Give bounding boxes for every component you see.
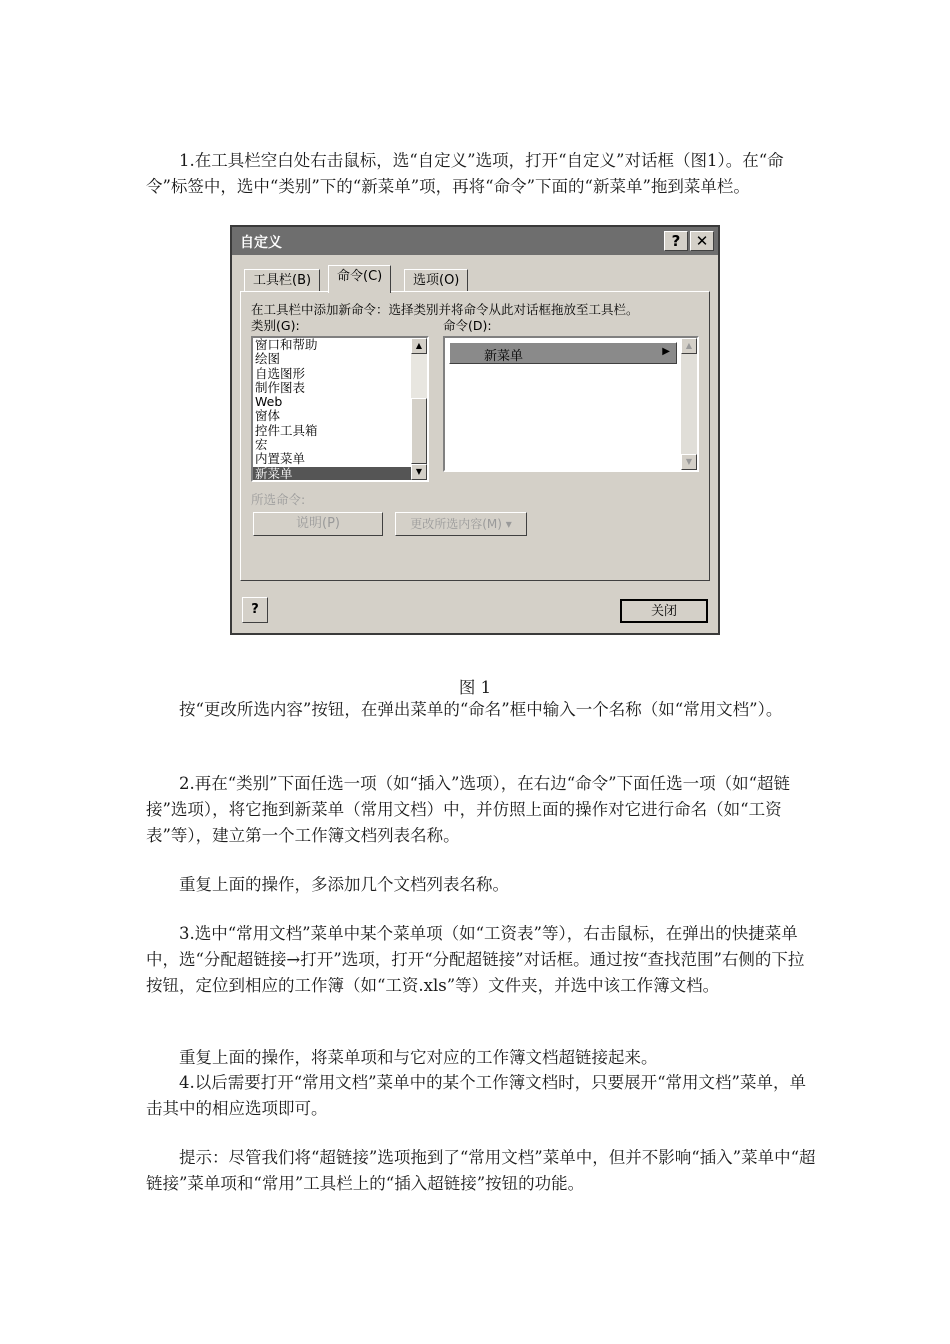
categories-listbox[interactable] <box>251 336 429 482</box>
close-button[interactable]: 关闭 <box>620 599 708 623</box>
tab-toolbars[interactable]: 工具栏(B) <box>244 269 320 292</box>
commands-label: 命令(D): <box>443 318 492 333</box>
command-item-new-menu[interactable] <box>449 342 677 364</box>
category-item[interactable]: 控件工具箱 <box>255 422 318 438</box>
selected-command-label: 所选命令: <box>251 492 306 507</box>
paragraph-1: 1.在工具栏空白处右击鼠标，选“自定义”选项，打开“自定义”对话框（图1）。在“命令”标签中，选中“类别”下的“新菜单”项，再将“命令”下面的“新菜单”拖到菜单栏。 <box>146 151 784 196</box>
paragraph-7: 4.以后需要打开“常用文档”菜单中的某个工作簿文档时，只要展开“常用文档”菜单，单击其中的相应选项即可。 <box>146 1073 806 1118</box>
paragraph-3: 2.再在“类别”下面任选一项（如“插入”选项），在右边“命令”下面任选一项（如“超链接”选项），将它拖到新菜单（常用文档）中，并仿照上面的操作对它进行命名（如“工资表”等），建立第一个工作簿文档列表名称。 <box>146 774 791 845</box>
scroll-up-icon[interactable]: ▲ <box>411 338 427 354</box>
scroll-up-icon[interactable]: ▲ <box>681 338 697 354</box>
category-item[interactable]: 内置菜单 <box>255 451 306 467</box>
paragraph-4: 重复上面的操作，多添加几个文档列表名称。 <box>146 875 509 894</box>
category-item[interactable]: 窗体 <box>255 408 281 424</box>
categories-scrollbar[interactable] <box>411 338 427 480</box>
submenu-arrow-icon: ▶ <box>662 346 670 357</box>
help-icon[interactable]: ? <box>664 231 688 251</box>
scroll-down-icon[interactable]: ▼ <box>411 464 427 480</box>
command-item-label: 新菜单 <box>484 349 524 364</box>
close-icon[interactable]: ✕ <box>690 231 714 251</box>
figure-caption: 图 1 <box>458 678 492 697</box>
categories-list <box>253 338 411 481</box>
modify-selection-button[interactable]: 更改所选内容(M) ▾ <box>395 512 527 536</box>
category-item[interactable]: 窗口和帮助 <box>255 337 318 352</box>
scroll-thumb[interactable] <box>411 398 427 464</box>
category-item[interactable]: Web <box>255 394 283 410</box>
description-button[interactable]: 说明(P) <box>253 512 383 536</box>
paragraph-8: 提示：尽管我们将“超链接”选项拖到了“常用文档”菜单中，但并不影响“插入”菜单中“超链接”菜单项和“常用”工具栏上的“插入超链接”按钮的功能。 <box>146 1148 816 1193</box>
commands-scrollbar[interactable] <box>681 338 697 470</box>
commands-panel <box>240 291 710 581</box>
category-item[interactable]: 自选图形 <box>255 365 306 381</box>
commands-listbox[interactable] <box>443 336 699 472</box>
category-item[interactable]: 宏 <box>255 437 268 453</box>
instruction-text: 在工具栏中添加新命令：选择类别并将命令从此对话框拖放至工具栏。 <box>251 302 639 317</box>
category-item[interactable]: 制作图表 <box>255 379 306 395</box>
dialog-title: 自定义 <box>240 235 282 251</box>
tab-commands[interactable]: 命令(C) <box>328 265 391 293</box>
paragraph-2: 按“更改所选内容”按钮，在弹出菜单的“命名”框中输入一个名称（如“常用文档”）。 <box>146 700 783 719</box>
category-item-selected[interactable]: 新菜单 <box>253 467 411 481</box>
scroll-down-icon[interactable]: ▼ <box>681 454 697 470</box>
help-button-icon[interactable]: ? <box>242 597 268 623</box>
tab-options[interactable]: 选项(O) <box>404 269 468 292</box>
dialog-titlebar <box>232 227 718 255</box>
paragraph-5: 3.选中“常用文档”菜单中某个菜单项（如“工资表”等），右击鼠标，在弹出的快捷菜单中，选“分配超链接→打开”选项，打开“分配超链接”对话框。通过按“查找范围”右侧的下拉按钮，定位到相应的工作簿（如“工资.xls”等）文件夹，并选中该工作簿文档。 <box>146 924 805 995</box>
paragraph-6: 重复上面的操作，将菜单项和与它对应的工作簿文档超链接起来。 <box>146 1048 658 1067</box>
categories-label: 类别(G): <box>251 318 300 333</box>
customize-dialog <box>230 225 720 635</box>
category-item[interactable]: 绘图 <box>255 351 281 367</box>
